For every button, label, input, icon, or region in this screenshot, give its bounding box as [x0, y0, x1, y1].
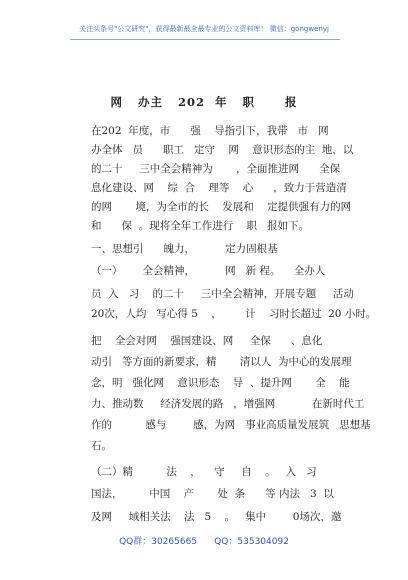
body-line: 的网 境，为全市的长 发展和 定提供强有力的网	[91, 201, 352, 213]
body-line: 的二十 三中全会精神为 ，全面推进网 全保	[91, 163, 341, 175]
body-line: 力、推动数 经济发展的路 ，增强网 在新时代工	[91, 398, 365, 410]
document-title: 网 办主 202 年 职 报	[110, 95, 298, 109]
footer-qq: QQ：535304092	[214, 537, 289, 547]
body-line: 息化建设、网 综 合 理等 心 ，致力于营造清	[91, 182, 347, 194]
body-line: 办全体 员 职工 定守 网 意识形态的主 地，以	[91, 144, 354, 156]
footer-qq-group: QQ群：30265665	[119, 537, 198, 547]
body-line: 及网 域相关法 法 5 。 集中 0场次，邀	[91, 511, 342, 523]
body-line: 动引 等方面的新要求，精 清以人 为中心的发展理	[91, 356, 352, 368]
page-footer	[0, 534, 408, 547]
body-line: 国法， 中国 产 处 条 等 内法 3 以	[91, 488, 334, 500]
subsection-heading: （一） 全会精神， 网 新 程。 全办人	[91, 265, 326, 277]
body-line: 把 全会对网 强国建设、网 全保 、息化	[91, 335, 323, 347]
section-heading: 一、思想引 魄力， 定力固根基	[91, 243, 278, 255]
body-line: 员 入 习 的二十 三中全会精神，开展专题 活动	[91, 288, 354, 300]
page-header-banner: 关注头条号"公文研究"，获得最新最全最专业的公文资料库！ 微信：gongwenyj	[79, 25, 329, 33]
body-line: 作的 感与 感，为网 事业高质量发展筑 思想基	[91, 419, 371, 431]
body-line: 石。	[91, 440, 112, 452]
body-line: 念，明 强化网 意识形态 导 、提升网 全 能	[91, 377, 350, 389]
subsection-heading: （二）精 法 ， 守 自 。 入 习	[91, 466, 317, 478]
body-line: 和 保 。现将全年工作进行 职 报如下。	[91, 220, 310, 232]
body-line: 在202 年度，市 强 导指引下，我带 市 网	[91, 125, 329, 137]
header-divider	[70, 39, 340, 40]
body-line: 20次，人均 写心得 5 ， 计 习时长超过 20 小时。	[91, 308, 377, 320]
